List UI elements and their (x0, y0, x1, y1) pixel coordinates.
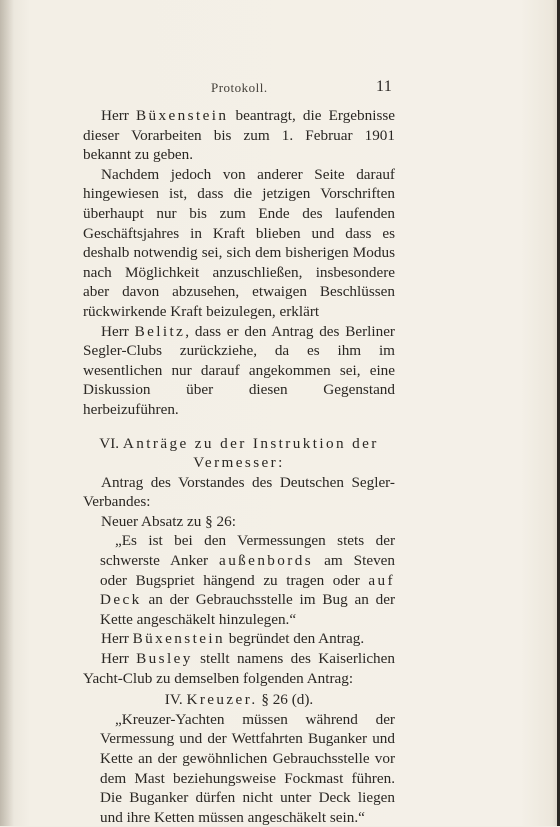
text-run: Herr (101, 322, 135, 340)
spine-shadow (0, 0, 14, 826)
emphasis: außenbords (219, 552, 314, 570)
emphasis: Kreuzer. (186, 691, 258, 709)
running-title: Protokoll. (211, 80, 268, 95)
speaker-name: Busley (136, 650, 193, 668)
text-run: begründet den Antrag. (224, 630, 365, 648)
speaker-name: Belitz (134, 322, 186, 340)
paragraph: Nachdem jedoch von anderer Seite darauf hingewiesen ist, dass die jetzigen Vorschriften überhaupt nur bis zum Ende des laufenden Geschäftsjahres in Kraft blieben und dass es deshalb notwendig sei, sich dem bisherigen Modus nach Möglichkeit anzuschließen, insbesondere aber davon abzusehen, etwaigen Beschlüssen rückwirkende Kraft beizulegen, erklärt (83, 165, 395, 320)
speaker-name: Büxenstein (132, 630, 225, 648)
paragraph (83, 322, 395, 420)
paragraph (83, 106, 395, 165)
section-heading (83, 434, 395, 473)
text-run: „Es ist bei den Vermessungen stets der schwerste Anker (100, 532, 395, 570)
text-run: stellt namens des Kaiserlichen Yacht-Club zu demselben folgenden Antrag: (83, 650, 395, 687)
text-run: beantragt, die Ergebnisse dieser Vorarbeiten bis zum 1. Februar 1901 bekannt zu geben. (83, 107, 396, 164)
body-text (83, 106, 395, 827)
quoted-rule: „Kreuzer-Yachten müssen während der Vermessung und der Wettfahrten Buganker und Kette an der gewöhnlichen Gebrauchsstelle vor dem Mast beziehungsweise Fockmast führen. Die Buganker dürfen nicht unter Deck liegen und ihre Ketten müssen angeschäkelt sein.“ (100, 710, 395, 826)
paragraph: Antrag des Vorstandes des Deutschen Segler-Verbandes: (83, 473, 395, 511)
paragraph: Neuer Absatz zu § 26: (101, 512, 236, 530)
emphasis: auf Deck (100, 571, 395, 609)
paragraph (83, 649, 395, 688)
paragraph (83, 629, 395, 649)
text-run: am Steven oder Bugspriet hängend zu tragen oder (100, 552, 395, 589)
text-run: § 26 (d). (257, 691, 314, 709)
text-run: an der Gebrauchsstelle im Bug an der Kette angeschäkelt hinzulegen.“ (100, 591, 395, 628)
speaker-name: Büxenstein (135, 107, 229, 124)
text-run: IV. (164, 691, 187, 709)
text-run: Herr (101, 650, 137, 668)
text-run: Herr (101, 630, 133, 648)
text-run: Herr (101, 107, 136, 124)
sub-heading (83, 690, 395, 710)
text-run: , dass er den Antrag des Berliner Segler-Clubs zurückziehe, da es ihm im wesentlichen nur darauf angekommen sei, eine Diskussion über diesen Gegenstand herbeizuführen. (83, 322, 395, 418)
section-title: Anträge zu der Instruktion der Vermesser: (122, 434, 379, 472)
page-number: 11 (376, 78, 393, 95)
section-number: VI. (99, 434, 123, 452)
quoted-rule (83, 531, 395, 629)
